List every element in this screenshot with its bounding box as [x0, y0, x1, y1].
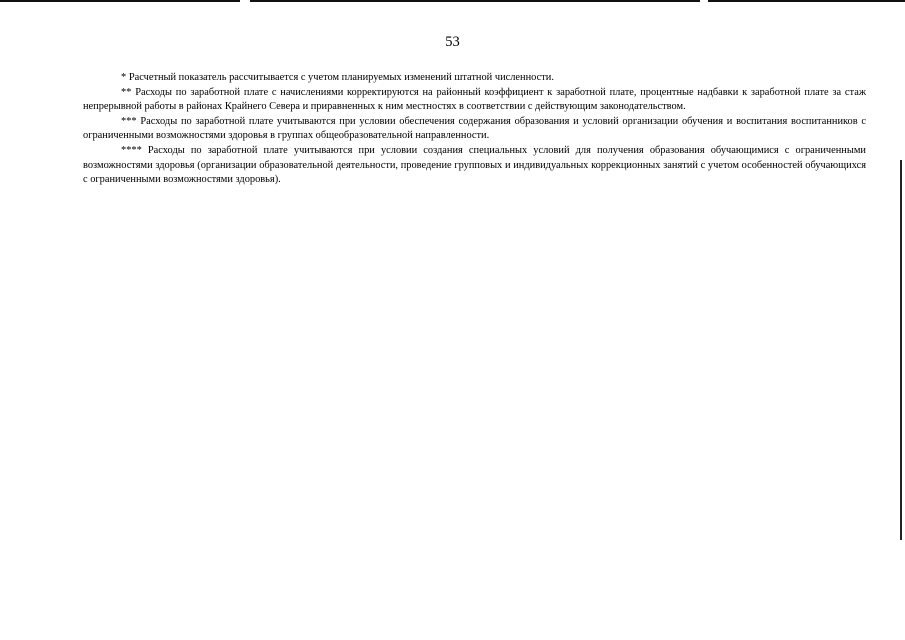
scan-edge-gap: [700, 0, 708, 2]
footnote-text: Расходы по заработной плате с начислениями корректируются на районный коэффициент к заработной плате, процентные надбавки к заработной плате за стаж непрерывной работы в районах Крайнего Севера и приравненных к ним местностях в соответствии с действующим законодательством.: [83, 86, 866, 113]
page-number: 53: [445, 34, 460, 50]
footnote-marker: ***: [121, 115, 137, 127]
scan-edge-right: [900, 160, 902, 540]
footnote-marker: ****: [121, 144, 142, 156]
footnotes-block: [83, 71, 866, 188]
scan-edge-gap: [240, 0, 250, 2]
footnote-4: [83, 144, 866, 188]
footnote-1: [83, 71, 866, 86]
footnote-text: Расходы по заработной плате учитываются при условии обеспечения содержания образования и условий организации обучения и воспитания воспитанников с ограниченными возможностями здоровья в группах общеобразовательной направленности.: [83, 115, 866, 142]
scan-edge-top: [0, 0, 905, 2]
footnote-text: Расходы по заработной плате учитываются при условии создания специальных условий для получения образования обучающимися с ограниченными возможностями здоровья (организации образовательной деятельности, проведение групповых и индивидуальных коррекционных занятий с учетом особенностей обучающихся с ограниченными возможностями здоровья).: [83, 144, 866, 186]
footnote-3: [83, 115, 866, 144]
footnote-text: Расчетный показатель рассчитывается с учетом планируемых изменений штатной численности.: [128, 72, 554, 83]
footnote-marker: **: [121, 86, 132, 98]
footnote-marker: *: [121, 72, 127, 83]
footnote-2: [83, 86, 866, 115]
